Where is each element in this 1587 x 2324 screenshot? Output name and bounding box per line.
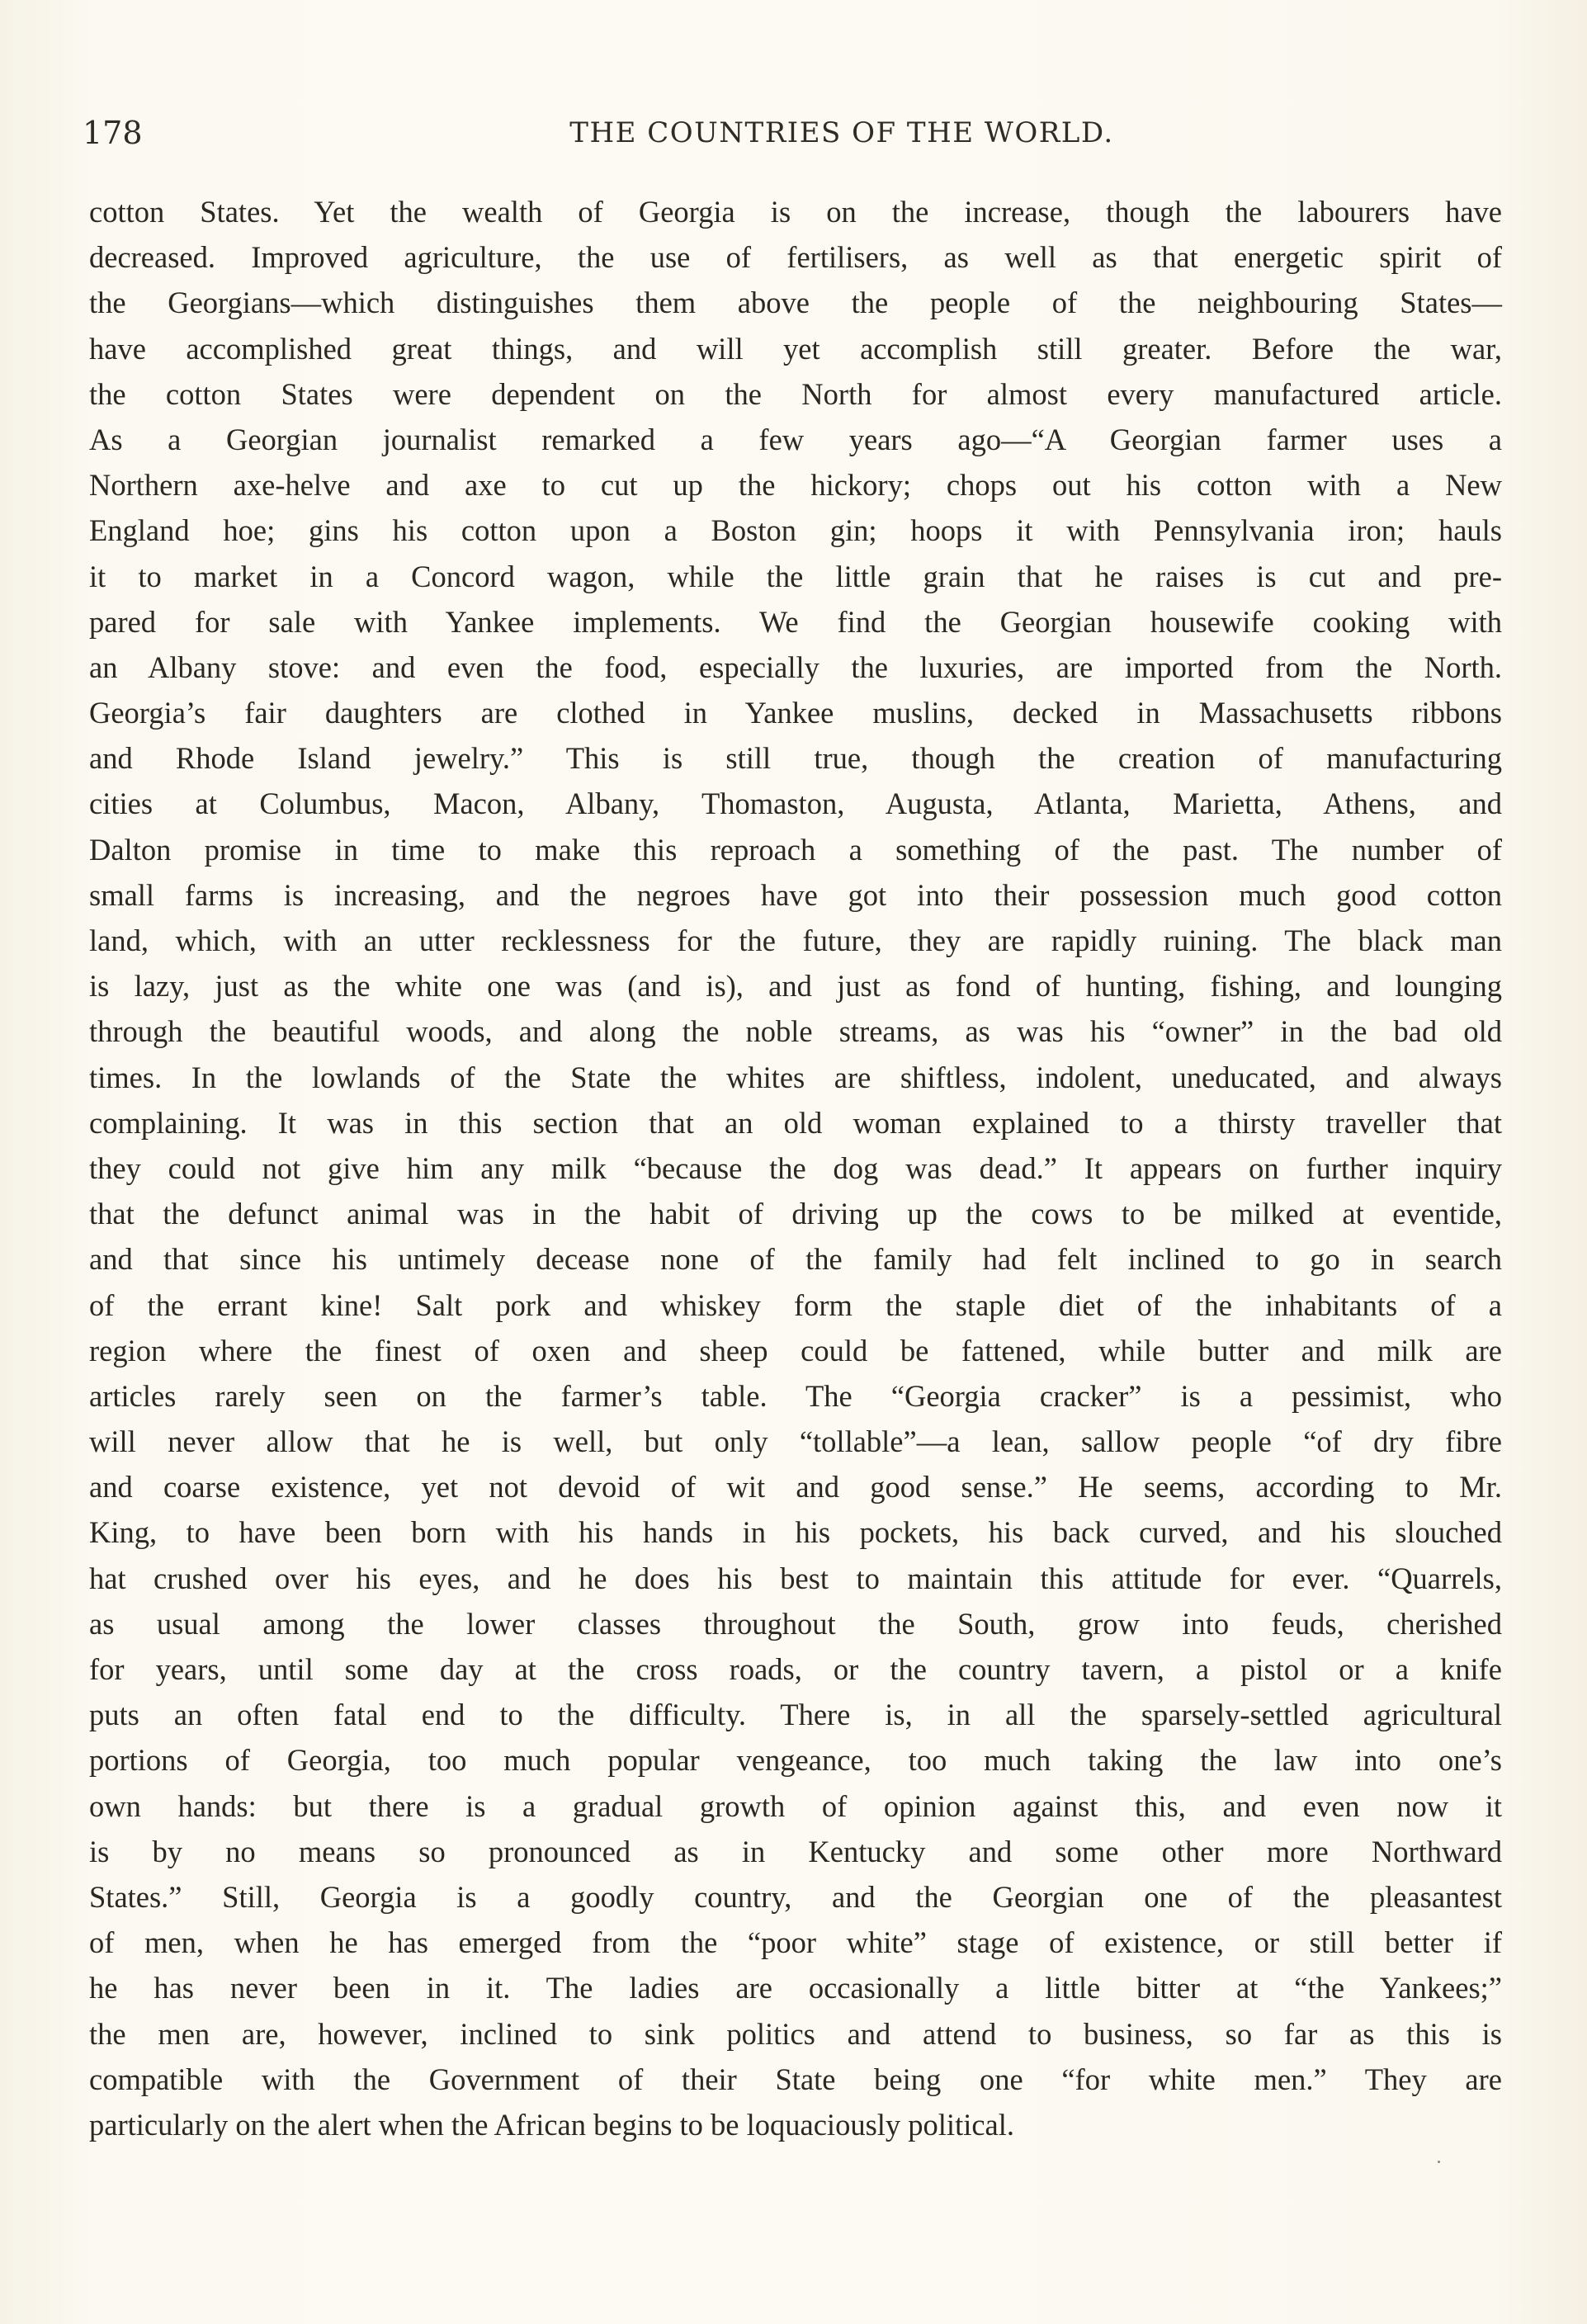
text-line: King, to have been born with his hands in his pockets, his back curved, and his slouched (89, 1515, 1502, 1550)
text-line: the cotton States were dependent on the North for almost every manufactured article. (89, 376, 1502, 411)
page-header (83, 112, 1502, 154)
text-line: hat crushed over his eyes, and he does his best to maintain this attitude for ever. “Quarrels, (89, 1561, 1502, 1595)
text-line: is by no means so pronounced as in Kentucky and some other more Northward (89, 1834, 1502, 1868)
text-line: times. In the lowlands of the State the whites are shiftless, indolent, uneducated, and always (89, 1060, 1502, 1094)
text-line: puts an often fatal end to the difficulty. There is, in all the sparsely-settled agricultural (89, 1698, 1502, 1732)
text-line: of the errant kine! Salt pork and whiskey form the staple diet of the inhabitants of a (89, 1287, 1502, 1322)
text-line: have accomplished great things, and will yet accomplish still greater. Before the war, (89, 331, 1502, 366)
text-line: States.” Still, Georgia is a goodly country, and the Georgian one of the pleasantest (89, 1879, 1502, 1914)
text-line: As a Georgian journalist remarked a few years ago—“A Georgian farmer uses a (89, 422, 1502, 456)
text-line: Northern axe-helve and axe to cut up the hickory; chops out his cotton with a New (89, 468, 1502, 503)
text-line: cotton States. Yet the wealth of Georgia is on the increase, though the labourers have (89, 195, 1502, 229)
text-line: articles rarely seen on the farmer’s table. The “Georgia cracker” is a pessimist, who (89, 1378, 1502, 1413)
text-line: and Rhode Island jewelry.” This is still true, though the creation of manufacturing (89, 741, 1502, 776)
text-line: small farms is increasing, and the negroes have got into their possession much good cotton (89, 877, 1502, 912)
text-line: as usual among the lower classes throughout the South, grow into feuds, cherished (89, 1606, 1502, 1641)
text-line: he has never been in it. The ladies are occasionally a little bitter at “the Yankees;” (89, 1971, 1502, 2005)
text-line: the Georgians—which distinguishes them above the people of the neighbouring States— (89, 286, 1502, 320)
text-line: and that since his untimely decease none of the family had felt inclined to go in search (89, 1242, 1502, 1277)
text-line: particularly on the alert when the African begins to be loquaciously political. (89, 2107, 1015, 2142)
text-line: Georgia’s fair daughters are clothed in Yankee muslins, decked in Massachusetts ribbons (89, 696, 1502, 730)
text-line: land, which, with an utter recklessness for the future, they are rapidly ruining. The black man (89, 923, 1502, 957)
text-line: the men are, however, inclined to sink politics and attend to business, so far as this is (89, 2016, 1502, 2051)
text-line: they could not give him any milk “because the dog was dead.” It appears on further inquiry (89, 1150, 1502, 1185)
text-line: England hoe; gins his cotton upon a Boston gin; hoops it with Pennsylvania iron; hauls (89, 513, 1502, 548)
text-line: will never allow that he is well, but only “tollable”—a lean, sallow people “of dry fibre (89, 1424, 1502, 1459)
text-line: Dalton promise in time to make this reproach a something of the past. The number of (89, 832, 1502, 867)
text-line: region where the finest of oxen and sheep could be fattened, while butter and milk are (89, 1333, 1502, 1367)
text-line: own hands: but there is a gradual growth of opinion against this, and even now it (89, 1788, 1502, 1823)
text-line: cities at Columbus, Macon, Albany, Thomaston, Augusta, Atlanta, Marietta, Athens, and (89, 786, 1502, 821)
text-line: it to market in a Concord wagon, while the little grain that he raises is cut and pre- (89, 559, 1502, 593)
text-line: is lazy, just as the white one was (and is), and just as fond of hunting, fishing, and lounging (89, 969, 1502, 1004)
text-line: complaining. It was in this section that an old woman explained to a thirsty traveller that (89, 1105, 1502, 1140)
text-line: decreased. Improved agriculture, the use of fertilisers, as well as that energetic spirit of (89, 240, 1502, 275)
text-line: portions of Georgia, too much popular vengeance, too much taking the law into one’s (89, 1743, 1502, 1778)
text-line: that the defunct animal was in the habit of driving up the cows to be milked at eventide, (89, 1197, 1502, 1231)
text-line: and coarse existence, yet not devoid of wit and good sense.” He seems, according to Mr. (89, 1470, 1502, 1504)
text-line: through the beautiful woods, and along the noble streams, as was his “owner” in the bad old (89, 1014, 1502, 1049)
body-text (89, 189, 1502, 2147)
text-line: an Albany stove: and even the food, especially the luxuries, are imported from the North. (89, 649, 1502, 684)
paper-speck (1438, 2161, 1440, 2163)
text-line: for years, until some day at the cross roads, or the country tavern, a pistol or a knife (89, 1652, 1502, 1686)
text-line: of men, when he has emerged from the “poor white” stage of existence, or still better if (89, 1925, 1502, 1960)
page-number: 178 (83, 115, 143, 151)
running-title: THE COUNTRIES OF THE WORLD. (569, 116, 1114, 149)
text-line: compatible with the Government of their State being one “for white men.” They are (89, 2062, 1502, 2096)
text-line: pared for sale with Yankee implements. We find the Georgian housewife cooking with (89, 604, 1502, 639)
